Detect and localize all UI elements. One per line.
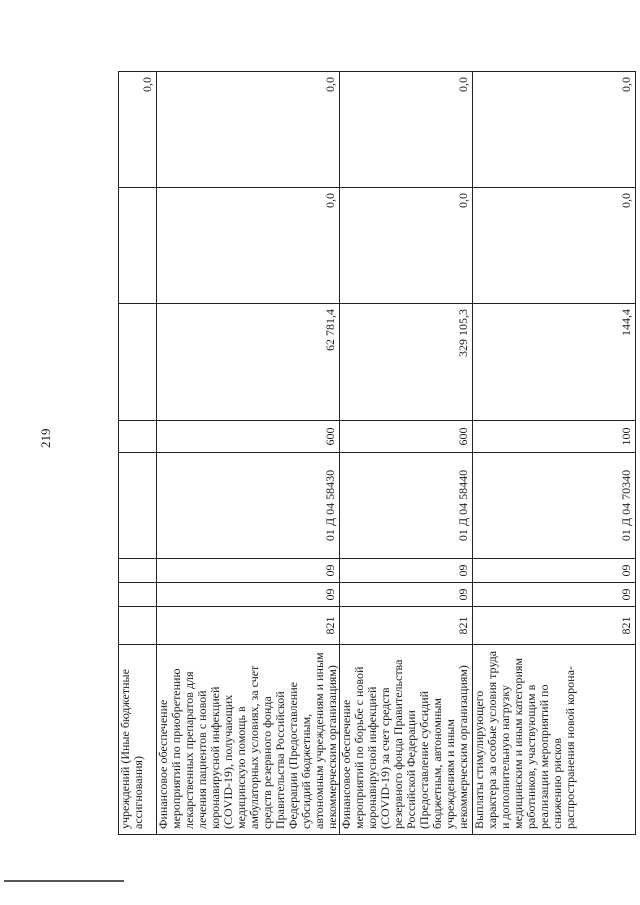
amount-year-2: 0,0 (157, 188, 340, 304)
amount-year-1: 144,4 (473, 304, 636, 421)
table-row (473, 72, 636, 835)
subsection-code: 09 (340, 559, 473, 583)
amount-year-1: 329 105,3 (340, 304, 473, 421)
table-row (157, 72, 340, 835)
amount-year-2: 0,0 (340, 188, 473, 304)
ministry-code: 821 (157, 607, 340, 645)
ministry-code (119, 607, 157, 645)
amount-year-3: 0,0 (157, 72, 340, 188)
section-code: 09 (157, 583, 340, 607)
row-description: учреждений (Иные бюджетные ассигнования) (119, 645, 157, 835)
amount-year-1 (119, 304, 157, 421)
section-code (119, 583, 157, 607)
expense-type-code (119, 421, 157, 453)
ministry-code: 821 (340, 607, 473, 645)
scan-margin-mark (4, 880, 124, 882)
amount-year-3: 0,0 (473, 72, 636, 188)
section-code: 09 (473, 583, 636, 607)
amount-year-2 (119, 188, 157, 304)
amount-year-3: 0,0 (340, 72, 473, 188)
amount-year-1: 62 781,4 (157, 304, 340, 421)
budget-table (118, 71, 636, 835)
amount-year-2: 0,0 (473, 188, 636, 304)
target-article-code (119, 453, 157, 559)
row-description: Финансовое обеспечение мероприятий по борьбе с новой коронавирусной инфекцией (COVID-19) за счет средств резервного фонда Правительства Российской Федерации (Предоставление субсидий бюджетным, автономным учреждениям и иным некоммерческим организациям) (340, 645, 473, 835)
target-article-code: 01 Д 04 70340 (473, 453, 636, 559)
rotated-table-wrapper (118, 72, 633, 835)
row-description: Финансовое обеспечение мероприятий по приобретению лекарственных препаратов для лечения пациентов с новой коронавирусной инфекцией (COVID-19), получающих медицинскую помощь в амбулаторных условиях, за счет средств резервного фонда Правительства Российской Федерации (Предоставление субсидий бюджетным, автономным учреждениям и иным некоммерческим организациям) (157, 645, 340, 835)
ministry-code: 821 (473, 607, 636, 645)
expense-type-code: 600 (340, 421, 473, 453)
table-row (119, 72, 157, 835)
table-row (340, 72, 473, 835)
target-article-code: 01 Д 04 58440 (340, 453, 473, 559)
row-description: Выплаты стимулирующего характера за особые условия труда и дополнительную нагрузку медицинским и иным категориям работников, участвующим в реализации мероприятий по снижению рисков распространения новой корона- (473, 645, 636, 835)
page-number: 219 (38, 428, 53, 448)
subsection-code: 09 (157, 559, 340, 583)
expense-type-code: 600 (157, 421, 340, 453)
expense-type-code: 100 (473, 421, 636, 453)
subsection-code (119, 559, 157, 583)
target-article-code: 01 Д 04 58430 (157, 453, 340, 559)
amount-year-3: 0,0 (119, 72, 157, 188)
subsection-code: 09 (473, 559, 636, 583)
section-code: 09 (340, 583, 473, 607)
